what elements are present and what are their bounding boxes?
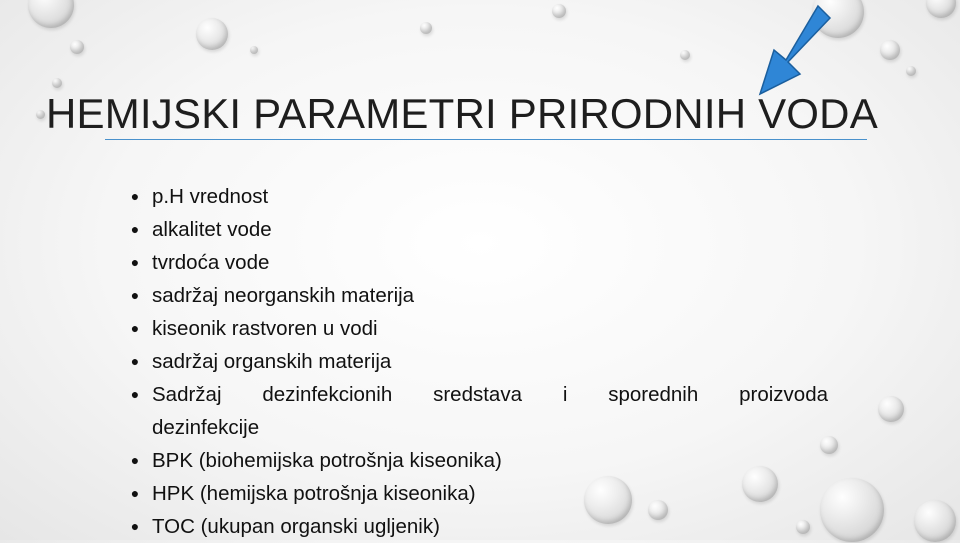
water-droplet <box>52 78 62 88</box>
water-droplet <box>914 500 956 542</box>
water-droplet <box>70 40 84 54</box>
water-droplet <box>820 478 884 542</box>
list-item: ● sadržaj organskih materija <box>128 345 828 378</box>
water-droplet <box>878 396 904 422</box>
bullet-dot-icon: ● <box>130 518 140 534</box>
water-droplet <box>880 40 900 60</box>
water-droplet <box>250 46 258 54</box>
arrow-down-left-icon <box>748 2 832 98</box>
list-item: ● TOC (ukupan organski ugljenik) <box>128 510 828 543</box>
bullet-dot-icon: ● <box>130 254 140 270</box>
list-item: ● BPK (biohemijska potrošnja kiseonika) <box>128 444 828 477</box>
bullet-dot-icon: ● <box>130 188 140 204</box>
bullet-dot-icon: ● <box>130 452 140 468</box>
water-droplet <box>926 0 956 18</box>
bullet-dot-icon: ● <box>130 386 140 402</box>
list-item: ● Sadržaj dezinfekcionih sredstava i sporednih proizvoda dezinfekcije <box>128 378 828 444</box>
water-droplet <box>552 4 566 18</box>
slide-title: HEMIJSKI PARAMETRI PRIRODNIH VODA <box>46 90 878 137</box>
list-item: ● p.H vrednost <box>128 180 828 213</box>
water-droplet <box>420 22 432 34</box>
bullet-list <box>128 180 828 543</box>
list-item: ● alkalitet vode <box>128 213 828 246</box>
list-item-continuation: dezinfekcije <box>152 416 260 439</box>
list-item: ● HPK (hemijska potrošnja kiseonika) <box>128 477 828 510</box>
bullet-dot-icon: ● <box>130 221 140 237</box>
water-droplet <box>906 66 916 76</box>
water-droplet <box>36 110 45 119</box>
bullet-dot-icon: ● <box>130 320 140 336</box>
title-underline <box>105 139 867 140</box>
water-droplet <box>680 50 690 60</box>
list-item: ● tvrdoća vode <box>128 246 828 279</box>
list-item: ● kiseonik rastvoren u vodi <box>128 312 828 345</box>
list-item: ● sadržaj neorganskih materija <box>128 279 828 312</box>
bullet-dot-icon: ● <box>130 485 140 501</box>
water-droplet <box>28 0 74 28</box>
bullet-dot-icon: ● <box>130 353 140 369</box>
water-droplet <box>196 18 228 50</box>
bullet-dot-icon: ● <box>130 287 140 303</box>
